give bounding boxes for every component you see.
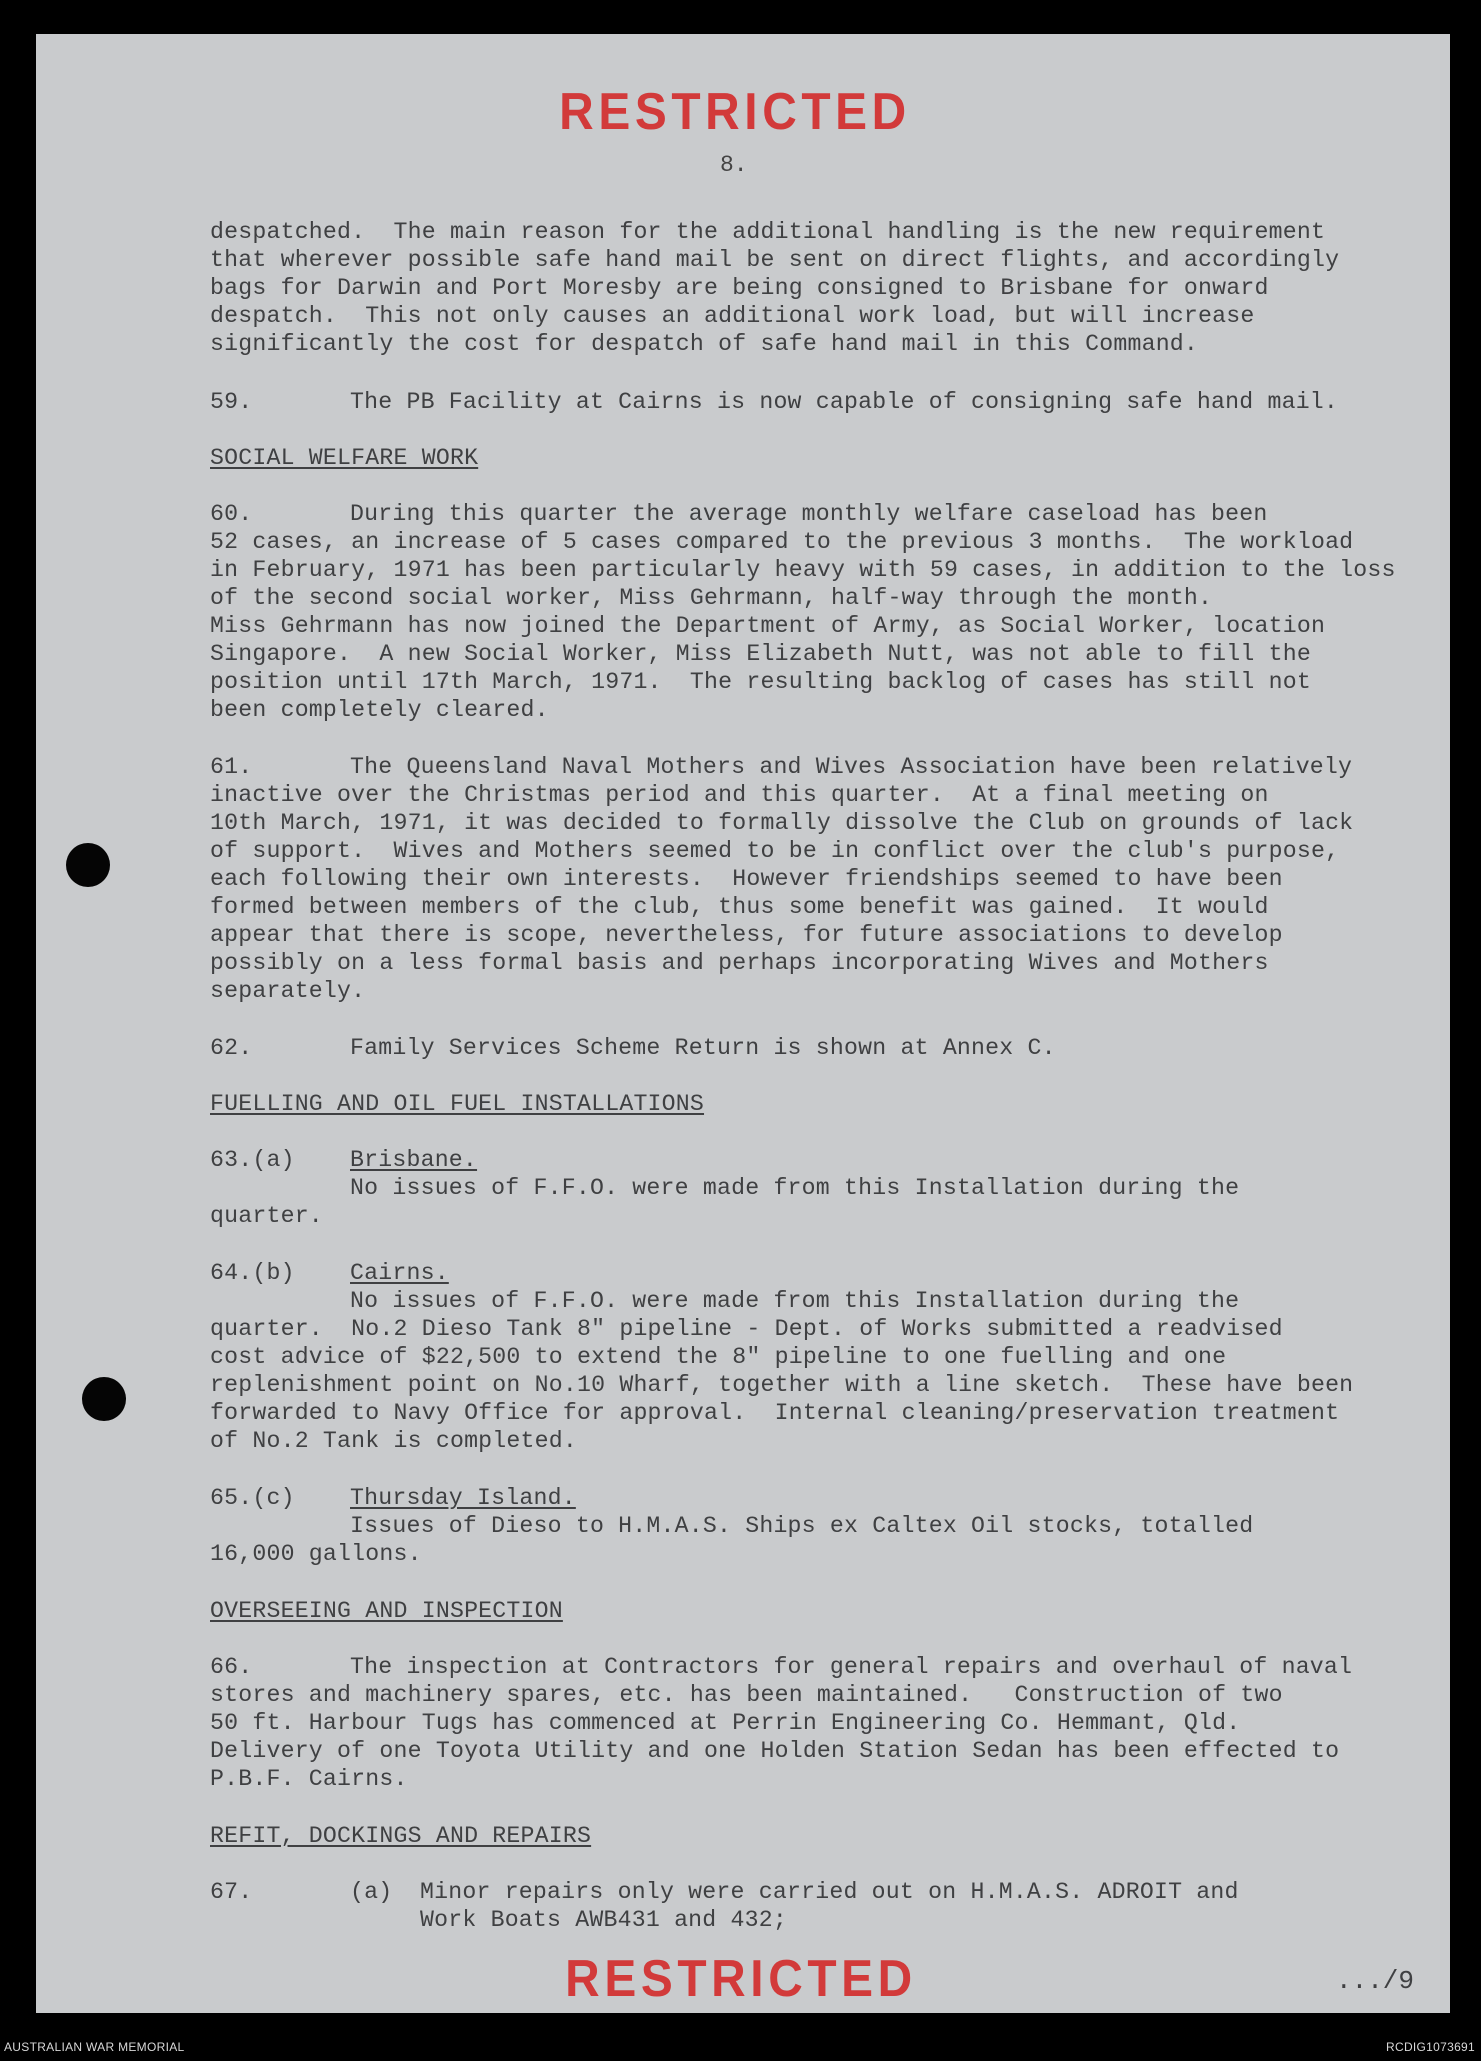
para-number: 60.	[210, 501, 253, 527]
para-number: 59.	[210, 389, 253, 415]
para-64-line: cost advice of $22,500 to extend the 8" pipeline to one fuelling and one	[210, 1344, 1227, 1370]
para-cont-line: significantly the cost for despatch of safe hand mail in this Command.	[210, 331, 1199, 357]
para-61-line: 10th March, 1971, it was decided to formally dissolve the Club on grounds of lack	[210, 810, 1354, 836]
para-59	[210, 388, 1338, 416]
para-61-line: possibly on a less formal basis and perhaps incorporating Wives and Mothers	[210, 950, 1269, 976]
para-60-line: position until 17th March, 1971. The resulting backlog of cases has still not	[210, 669, 1311, 695]
para-cont-line: despatched. The main reason for the additional handling is the new requirement	[210, 219, 1326, 245]
heading-refit: REFIT, DOCKINGS AND REPAIRS	[210, 1823, 592, 1849]
para-60-line: been completely cleared.	[210, 697, 549, 723]
para-64-line: of No.2 Tank is completed.	[210, 1428, 577, 1454]
para-cont-line: despatch. This not only causes an additional work load, but will increase	[210, 303, 1255, 329]
para-60-line: of the second social worker, Miss Gehrmann, half-way through the month.	[210, 585, 1213, 611]
restricted-stamp-bottom: RESTRICTED	[565, 1950, 917, 2008]
restricted-stamp-top: RESTRICTED	[559, 83, 911, 141]
para-60-first	[210, 500, 1267, 528]
para-number: 62.	[210, 1035, 253, 1061]
para-number: 67.	[210, 1879, 253, 1905]
para-cont-line: that wherever possible safe hand mail be sent on direct flights, and accordingly	[210, 247, 1340, 273]
para-number: 61.	[210, 754, 253, 780]
para-number: 66.	[210, 1654, 253, 1680]
para-text: The inspection at Contractors for general repairs and overhaul of naval	[350, 1654, 1353, 1680]
para-66-line: stores and machinery spares, etc. has been maintained. Construction of two	[210, 1682, 1283, 1708]
para-text: Issues of Dieso to H.M.A.S. Ships ex Caltex Oil stocks, totalled	[350, 1513, 1254, 1539]
para-text: No issues of F.F.O. were made from this Installation during the	[350, 1288, 1240, 1314]
para-61-line: formed between members of the club, thus some benefit was gained. It would	[210, 894, 1269, 920]
para-text: No issues of F.F.O. were made from this Installation during the	[350, 1175, 1240, 1201]
heading-overseeing: OVERSEEING AND INSPECTION	[210, 1598, 563, 1624]
para-63-title	[210, 1146, 477, 1174]
para-text: Minor repairs only were carried out on H.M.A.S. ADROIT and	[420, 1879, 1239, 1905]
para-65-first	[210, 1512, 1253, 1540]
page-number: 8.	[720, 152, 748, 178]
para-number: 63.(a)	[210, 1147, 295, 1173]
location-title: Brisbane.	[350, 1147, 478, 1173]
para-60-line: 52 cases, an increase of 5 cases compared to the previous 3 months. The workload	[210, 529, 1354, 555]
punch-hole	[82, 1377, 126, 1421]
heading-social-welfare: SOCIAL WELFARE WORK	[210, 445, 479, 471]
para-66-line: Delivery of one Toyota Utility and one Holden Station Sedan has been effected to	[210, 1738, 1340, 1764]
para-61-line: each following their own interests. However friendships seemed to have been	[210, 866, 1283, 892]
para-61-line: appear that there is scope, nevertheless, for future associations to develop	[210, 922, 1283, 948]
para-65-line: 16,000 gallons.	[210, 1541, 422, 1567]
punch-hole	[66, 843, 110, 887]
para-60-line: Miss Gehrmann has now joined the Department of Army, as Social Worker, location	[210, 613, 1326, 639]
para-61-line: of support. Wives and Mothers seemed to be in conflict over the club's purpose,	[210, 838, 1340, 864]
location-title: Cairns.	[350, 1260, 449, 1286]
para-cont-line: bags for Darwin and Port Moresby are being consigned to Brisbane for onward	[210, 275, 1269, 301]
para-62	[210, 1034, 1056, 1062]
para-text: Family Services Scheme Return is shown at Annex C.	[350, 1035, 1056, 1061]
para-61-first	[210, 753, 1352, 781]
para-66-line: P.B.F. Cairns.	[210, 1766, 408, 1792]
para-64-line: forwarded to Navy Office for approval. Internal cleaning/preservation treatment	[210, 1400, 1340, 1426]
para-67-first	[210, 1878, 1239, 1906]
para-60-line: in February, 1971 has been particularly heavy with 59 cases, in addition to the loss	[210, 557, 1396, 583]
para-number: 64.(b)	[210, 1260, 295, 1286]
para-67-second	[210, 1906, 787, 1934]
para-text: Work Boats AWB431 and 432;	[420, 1907, 787, 1933]
para-65-title	[210, 1484, 576, 1512]
para-60-line: Singapore. A new Social Worker, Miss Elizabeth Nutt, was not able to fill the	[210, 641, 1311, 667]
continuation-marker: .../9	[1336, 1966, 1415, 1996]
para-64-title	[210, 1259, 449, 1287]
para-61-line: separately.	[210, 978, 366, 1004]
para-63-first	[210, 1174, 1239, 1202]
archive-reference: RCDIG1073691	[1386, 2040, 1475, 2054]
para-64-line: quarter. No.2 Dieso Tank 8" pipeline - Dept. of Works submitted a readvised	[210, 1316, 1283, 1342]
para-64-first	[210, 1287, 1239, 1315]
location-title: Thursday Island.	[350, 1485, 576, 1511]
para-64-line: replenishment point on No.10 Wharf, together with a line sketch. These have been	[210, 1372, 1354, 1398]
para-text: The Queensland Naval Mothers and Wives Association have been relatively	[350, 754, 1353, 780]
para-text: During this quarter the average monthly welfare caseload has been	[350, 501, 1268, 527]
para-63-line: quarter.	[210, 1203, 323, 1229]
archive-credit: AUSTRALIAN WAR MEMORIAL	[4, 2040, 185, 2054]
document-page	[36, 34, 1450, 2013]
para-text: The PB Facility at Cairns is now capable of consigning safe hand mail.	[350, 389, 1339, 415]
para-number: 65.(c)	[210, 1485, 295, 1511]
para-66-first	[210, 1653, 1352, 1681]
sub-item-label: (a)	[350, 1879, 393, 1905]
heading-fuelling: FUELLING AND OIL FUEL INSTALLATIONS	[210, 1091, 705, 1117]
para-61-line: inactive over the Christmas period and this quarter. At a final meeting on	[210, 782, 1269, 808]
para-66-line: 50 ft. Harbour Tugs has commenced at Perrin Engineering Co. Hemmant, Qld.	[210, 1710, 1241, 1736]
